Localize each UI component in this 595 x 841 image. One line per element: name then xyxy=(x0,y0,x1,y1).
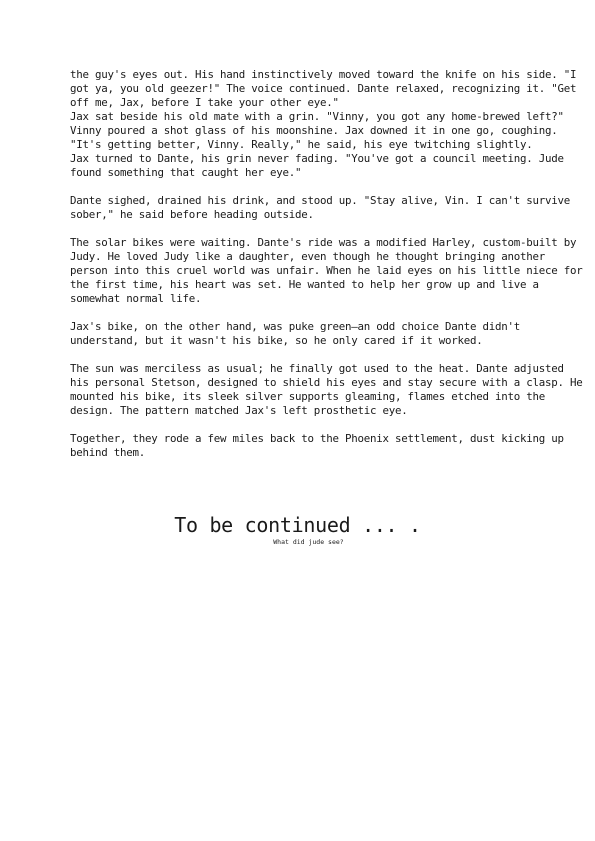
paragraph-5 xyxy=(70,362,583,418)
text-line: The solar bikes were waiting. Dante's ride was a modified Harley, custom-built by xyxy=(70,236,577,249)
paragraph-4 xyxy=(70,320,540,348)
text-line: behind them. xyxy=(70,446,146,459)
text-line: got ya, you old geezer!" The voice continued. Dante relaxed, recognizing it. "Get xyxy=(70,82,577,95)
text-line: somewhat normal life. xyxy=(70,292,202,305)
story-body xyxy=(70,68,583,474)
text-line: Jax sat beside his old mate with a grin. "Vinny, you got any home-brewed left?" xyxy=(70,110,564,123)
text-line: The sun was merciless as usual; he finally got used to the heat. Dante adjusted xyxy=(70,362,564,375)
text-line: person into this cruel world was unfair. When he laid eyes on his little niece for xyxy=(70,264,583,277)
text-line: the first time, his heart was set. He wanted to help her grow up and live a xyxy=(70,278,539,291)
text-line: Jax's bike, on the other hand, was puke green—an odd choice Dante didn't xyxy=(70,320,521,333)
text-line: off me, Jax, before I take your other eye." xyxy=(70,96,339,109)
text-line: found something that caught her eye." xyxy=(70,166,302,179)
paragraph-3 xyxy=(70,236,583,306)
text-line: Together, they rode a few miles back to the Phoenix settlement, dust kicking up xyxy=(70,432,564,445)
text-line: the guy's eyes out. His hand instinctively moved toward the knife on his side. "I xyxy=(70,68,577,81)
to-be-continued-heading: To be continued ... . xyxy=(174,513,421,537)
text-line: Jax turned to Dante, his grin never fading. "You've got a council meeting. Jude xyxy=(70,152,564,165)
text-line: "It's getting better, Vinny. Really," he said, his eye twitching slightly. xyxy=(70,138,533,151)
text-line: design. The pattern matched Jax's left prosthetic eye. xyxy=(70,404,408,417)
text-line: Vinny poured a shot glass of his moonshine. Jax downed it in one go, coughing. xyxy=(70,124,558,137)
text-line: Dante sighed, drained his drink, and stood up. "Stay alive, Vin. I can't survive xyxy=(70,194,571,207)
text-line: Judy. He loved Judy like a daughter, even though he thought bringing another xyxy=(70,250,546,263)
text-line: understand, but it wasn't his bike, so he only cared if it worked. xyxy=(70,334,483,347)
paragraph-6 xyxy=(70,432,564,460)
ending-subtitle: What did jude see? xyxy=(273,538,344,546)
paragraph-2 xyxy=(70,194,571,222)
ending-block xyxy=(0,513,595,547)
text-line: his personal Stetson, designed to shield his eyes and stay secure with a clasp. He xyxy=(70,376,583,389)
text-line: mounted his bike, its sleek silver supports gleaming, flames etched into the xyxy=(70,390,546,403)
text-line: sober," he said before heading outside. xyxy=(70,208,314,221)
paragraph-1 xyxy=(70,68,577,180)
